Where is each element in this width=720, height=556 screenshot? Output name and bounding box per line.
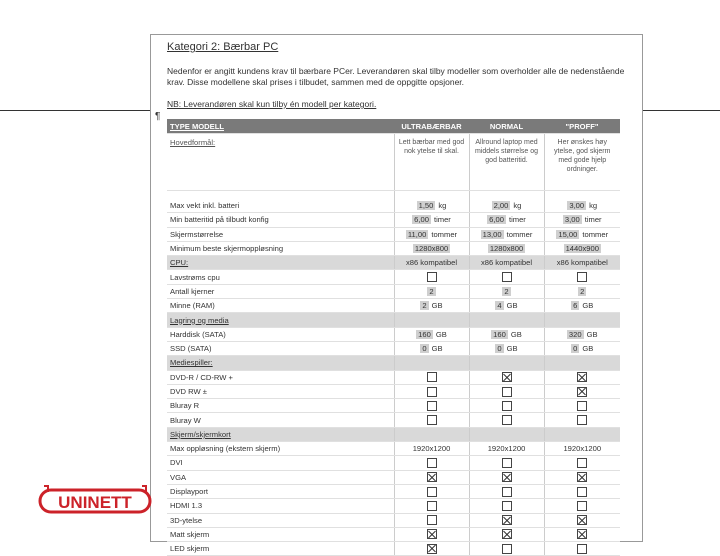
value-unit: timer <box>508 215 526 225</box>
table-row <box>167 227 620 241</box>
table-row <box>167 456 620 470</box>
unchecked-checkbox-icon[interactable] <box>502 415 512 425</box>
checkbox-cell[interactable] <box>394 399 469 413</box>
checkbox-cell[interactable] <box>544 499 620 513</box>
unchecked-checkbox-icon[interactable] <box>427 401 437 411</box>
row-label: Max vekt inkl. batteri <box>167 199 394 213</box>
purpose-proff: Her ønskes høy ytelse, god skjerm med gode hjelp ordninger. <box>544 134 620 191</box>
row-label: Bluray R <box>167 399 394 413</box>
row-label: Mediespiller: <box>167 356 394 370</box>
unchecked-checkbox-icon[interactable] <box>502 487 512 497</box>
checked-checkbox-icon[interactable] <box>502 529 512 539</box>
empty-cell <box>394 313 469 327</box>
header-normal: NORMAL <box>469 119 544 134</box>
text-cell: 1920x1200 <box>544 442 620 456</box>
checkbox-cell[interactable] <box>544 542 620 556</box>
purpose-row <box>167 134 620 191</box>
value-unit: tommer <box>582 229 609 239</box>
value-unit: GB <box>506 301 518 311</box>
purpose-normal: Allround laptop med middels størrelse og god batteritid. <box>469 134 544 191</box>
table-row <box>167 327 620 341</box>
value-number: 1280x800 <box>489 244 524 254</box>
value-number: 13,00 <box>482 229 502 239</box>
row-label: Skjermstørrelse <box>167 227 394 241</box>
slide-rule-left <box>0 110 150 111</box>
unchecked-checkbox-icon[interactable] <box>577 401 587 411</box>
row-label: Skjerm/skjermkort <box>167 427 394 441</box>
unchecked-checkbox-icon[interactable] <box>502 458 512 468</box>
checkbox-cell[interactable] <box>469 413 544 427</box>
table-row <box>167 542 620 556</box>
value-unit: GB <box>586 329 598 339</box>
unchecked-checkbox-icon[interactable] <box>577 487 587 497</box>
value-cell <box>469 284 544 298</box>
unchecked-checkbox-icon[interactable] <box>427 515 437 525</box>
checked-checkbox-icon[interactable] <box>577 387 587 397</box>
value-cell <box>469 199 544 213</box>
slide-rule-right <box>641 110 720 111</box>
row-label: Matt skjerm <box>167 527 394 541</box>
row-label: Min batteritid på tilbudt konfig <box>167 213 394 227</box>
value-number: 3,00 <box>569 201 585 211</box>
unchecked-checkbox-icon[interactable] <box>427 372 437 382</box>
value-number: 2 <box>429 286 434 296</box>
value-cell <box>544 341 620 355</box>
section-row <box>167 313 620 327</box>
empty-cell <box>394 356 469 370</box>
text-cell: x86 kompatibel <box>469 256 544 270</box>
row-label: VGA <box>167 470 394 484</box>
checked-checkbox-icon[interactable] <box>577 372 587 382</box>
purpose-label: Hovedformål: <box>167 134 394 191</box>
section-row <box>167 356 620 370</box>
table-row <box>167 213 620 227</box>
checked-checkbox-icon[interactable] <box>502 515 512 525</box>
checkbox-cell[interactable] <box>394 270 469 284</box>
intro-paragraph: Nedenfor er angitt kundens krav til bærbare PCer. Leverandøren skal tilby modeller som overholder alle de nedenstående krav. Disse modellene skal prises i tilbudet, sammen med de oppgitte opsjoner. <box>167 66 625 87</box>
row-label: HDMI 1.3 <box>167 499 394 513</box>
table-header-row <box>167 119 620 134</box>
logo-text: UNINETT <box>58 493 132 512</box>
unchecked-checkbox-icon[interactable] <box>577 544 587 554</box>
table-row <box>167 299 620 313</box>
unchecked-checkbox-icon[interactable] <box>502 501 512 511</box>
checkbox-cell[interactable] <box>469 542 544 556</box>
checkbox-cell[interactable] <box>394 499 469 513</box>
checkbox-cell[interactable] <box>394 542 469 556</box>
checkbox-cell[interactable] <box>469 399 544 413</box>
checkbox-cell[interactable] <box>469 527 544 541</box>
row-label: DVD-R / CD-RW + <box>167 370 394 384</box>
value-cell <box>544 213 620 227</box>
checkbox-cell[interactable] <box>469 270 544 284</box>
value-cell <box>544 227 620 241</box>
value-unit: GB <box>506 344 518 354</box>
value-unit: GB <box>431 344 443 354</box>
table-row <box>167 399 620 413</box>
value-cell <box>394 199 469 213</box>
unchecked-checkbox-icon[interactable] <box>502 401 512 411</box>
text-cell: 1920x1200 <box>469 442 544 456</box>
checkbox-cell[interactable] <box>544 527 620 541</box>
table-row <box>167 370 620 384</box>
unchecked-checkbox-icon[interactable] <box>577 501 587 511</box>
checkbox-cell[interactable] <box>394 484 469 498</box>
checkbox-cell[interactable] <box>469 499 544 513</box>
empty-cell <box>469 356 544 370</box>
row-label: Harddisk (SATA) <box>167 327 394 341</box>
checkbox-cell[interactable] <box>544 399 620 413</box>
value-number: 3,00 <box>564 215 580 225</box>
value-cell <box>469 241 544 255</box>
unchecked-checkbox-icon[interactable] <box>427 387 437 397</box>
unchecked-checkbox-icon[interactable] <box>427 487 437 497</box>
value-unit: timer <box>433 215 451 225</box>
spacer-row <box>167 191 620 200</box>
spec-table <box>167 119 620 556</box>
text-cell: x86 kompatibel <box>394 256 469 270</box>
value-number: 6 <box>573 301 578 311</box>
value-unit: GB <box>582 344 594 354</box>
header-ultrabaerbar: ULTRABÆRBAR <box>394 119 469 134</box>
value-unit: GB <box>510 329 522 339</box>
value-cell <box>469 227 544 241</box>
checked-checkbox-icon[interactable] <box>577 472 587 482</box>
checkbox-cell[interactable] <box>544 413 620 427</box>
checkbox-cell[interactable] <box>394 370 469 384</box>
row-label: Lavstrøms cpu <box>167 270 394 284</box>
value-unit: kg <box>438 201 447 211</box>
value-unit: GB <box>582 301 594 311</box>
checkbox-cell[interactable] <box>394 513 469 527</box>
value-number: 15,00 <box>558 229 578 239</box>
table-row <box>167 199 620 213</box>
checkbox-cell[interactable] <box>469 513 544 527</box>
checkbox-cell[interactable] <box>469 456 544 470</box>
checkbox-cell[interactable] <box>544 384 620 398</box>
checked-checkbox-icon[interactable] <box>427 544 437 554</box>
empty-cell <box>544 313 620 327</box>
value-number: 4 <box>497 301 502 311</box>
checkbox-cell[interactable] <box>394 456 469 470</box>
row-label: Antall kjerner <box>167 284 394 298</box>
table-row <box>167 527 620 541</box>
unchecked-checkbox-icon[interactable] <box>502 544 512 554</box>
checked-checkbox-icon[interactable] <box>502 372 512 382</box>
empty-cell <box>469 427 544 441</box>
value-cell <box>394 341 469 355</box>
value-cell <box>394 227 469 241</box>
row-label: DVD RW ± <box>167 384 394 398</box>
checked-checkbox-icon[interactable] <box>427 529 437 539</box>
unchecked-checkbox-icon[interactable] <box>577 458 587 468</box>
unchecked-checkbox-icon[interactable] <box>427 272 437 282</box>
table-anchor-icon: ¶ <box>155 111 161 122</box>
value-number: 2 <box>422 301 427 311</box>
value-number: 0 <box>497 344 502 354</box>
row-label: Max oppløsning (ekstern skjerm) <box>167 442 394 456</box>
value-cell <box>469 299 544 313</box>
header-proff: "PROFF" <box>544 119 620 134</box>
value-number: 320 <box>568 329 582 339</box>
header-type-model: TYPE MODELL <box>167 119 394 134</box>
checked-checkbox-icon[interactable] <box>577 529 587 539</box>
value-unit: GB <box>435 329 447 339</box>
unchecked-checkbox-icon[interactable] <box>502 387 512 397</box>
value-number: 0 <box>573 344 578 354</box>
value-number: 160 <box>493 329 506 339</box>
table-row <box>167 341 620 355</box>
unchecked-checkbox-icon[interactable] <box>427 458 437 468</box>
value-cell <box>394 299 469 313</box>
checkbox-cell[interactable] <box>544 456 620 470</box>
value-cell <box>544 327 620 341</box>
value-cell <box>544 199 620 213</box>
checkbox-cell[interactable] <box>394 384 469 398</box>
value-number: 0 <box>422 344 427 354</box>
empty-cell <box>544 427 620 441</box>
row-label: Displayport <box>167 484 394 498</box>
value-cell <box>469 327 544 341</box>
value-cell <box>394 327 469 341</box>
checkbox-cell[interactable] <box>394 470 469 484</box>
purpose-ultrabaerbar: Lett bærbar med god nok ytelse til skal. <box>394 134 469 191</box>
spec-table-body <box>167 134 620 556</box>
table-row <box>167 499 620 513</box>
unchecked-checkbox-icon[interactable] <box>577 272 587 282</box>
value-cell <box>544 284 620 298</box>
document-page <box>150 34 643 554</box>
value-unit: kg <box>589 201 598 211</box>
row-label: Minne (RAM) <box>167 299 394 313</box>
row-label: Bluray W <box>167 413 394 427</box>
value-cell <box>394 284 469 298</box>
table-row <box>167 484 620 498</box>
value-unit: tommer <box>431 229 458 239</box>
row-label: Minimum beste skjermoppløsning <box>167 241 394 255</box>
table-row <box>167 513 620 527</box>
row-label: 3D-ytelse <box>167 513 394 527</box>
row-label: DVI <box>167 456 394 470</box>
checked-checkbox-icon[interactable] <box>427 472 437 482</box>
table-row <box>167 241 620 255</box>
value-cell <box>394 241 469 255</box>
section-row <box>167 256 620 270</box>
text-cell: x86 kompatibel <box>544 256 620 270</box>
empty-cell <box>544 356 620 370</box>
checkbox-cell[interactable] <box>394 413 469 427</box>
table-row <box>167 384 620 398</box>
unchecked-checkbox-icon[interactable] <box>427 415 437 425</box>
table-row <box>167 442 620 456</box>
checkbox-cell[interactable] <box>469 470 544 484</box>
table-row <box>167 470 620 484</box>
unchecked-checkbox-icon[interactable] <box>427 501 437 511</box>
unchecked-checkbox-icon[interactable] <box>577 415 587 425</box>
value-cell <box>544 299 620 313</box>
value-number: 6,00 <box>414 215 429 225</box>
value-number: 6,00 <box>489 215 504 225</box>
text-cell: 1920x1200 <box>394 442 469 456</box>
checkbox-cell[interactable] <box>469 484 544 498</box>
note-paragraph: NB: Leverandøren skal kun tilby én modell per kategori. <box>167 99 377 109</box>
checkbox-cell[interactable] <box>544 513 620 527</box>
document-title: Kategori 2: Bærbar PC <box>167 41 279 53</box>
value-cell <box>469 341 544 355</box>
value-number: 160 <box>418 329 431 339</box>
row-label: LED skjerm <box>167 542 394 556</box>
table-row <box>167 270 620 284</box>
checkbox-cell[interactable] <box>544 370 620 384</box>
value-cell <box>469 213 544 227</box>
value-cell <box>544 241 620 255</box>
checkbox-cell[interactable] <box>544 270 620 284</box>
checkbox-cell[interactable] <box>544 470 620 484</box>
value-number: 1440x900 <box>565 244 599 254</box>
checked-checkbox-icon[interactable] <box>502 472 512 482</box>
empty-cell <box>469 313 544 327</box>
value-unit: tommer <box>506 229 533 239</box>
checkbox-cell[interactable] <box>469 384 544 398</box>
empty-cell <box>394 427 469 441</box>
table-row <box>167 413 620 427</box>
unchecked-checkbox-icon[interactable] <box>502 272 512 282</box>
checkbox-cell[interactable] <box>394 527 469 541</box>
value-unit: timer <box>584 215 602 225</box>
row-label: SSD (SATA) <box>167 341 394 355</box>
uninett-logo <box>38 484 152 518</box>
value-number: 1280x800 <box>414 244 449 254</box>
row-label: Lagring og media <box>167 313 394 327</box>
value-cell <box>394 213 469 227</box>
value-number: 11,00 <box>407 229 427 239</box>
checked-checkbox-icon[interactable] <box>577 515 587 525</box>
value-number: 1,50 <box>418 201 434 211</box>
checkbox-cell[interactable] <box>544 484 620 498</box>
section-row <box>167 427 620 441</box>
value-unit: GB <box>431 301 443 311</box>
value-number: 2,00 <box>493 201 509 211</box>
value-number: 2 <box>504 286 509 296</box>
value-number: 2 <box>580 286 585 296</box>
checkbox-cell[interactable] <box>469 370 544 384</box>
row-label: CPU: <box>167 256 394 270</box>
table-row <box>167 284 620 298</box>
value-unit: kg <box>513 201 522 211</box>
